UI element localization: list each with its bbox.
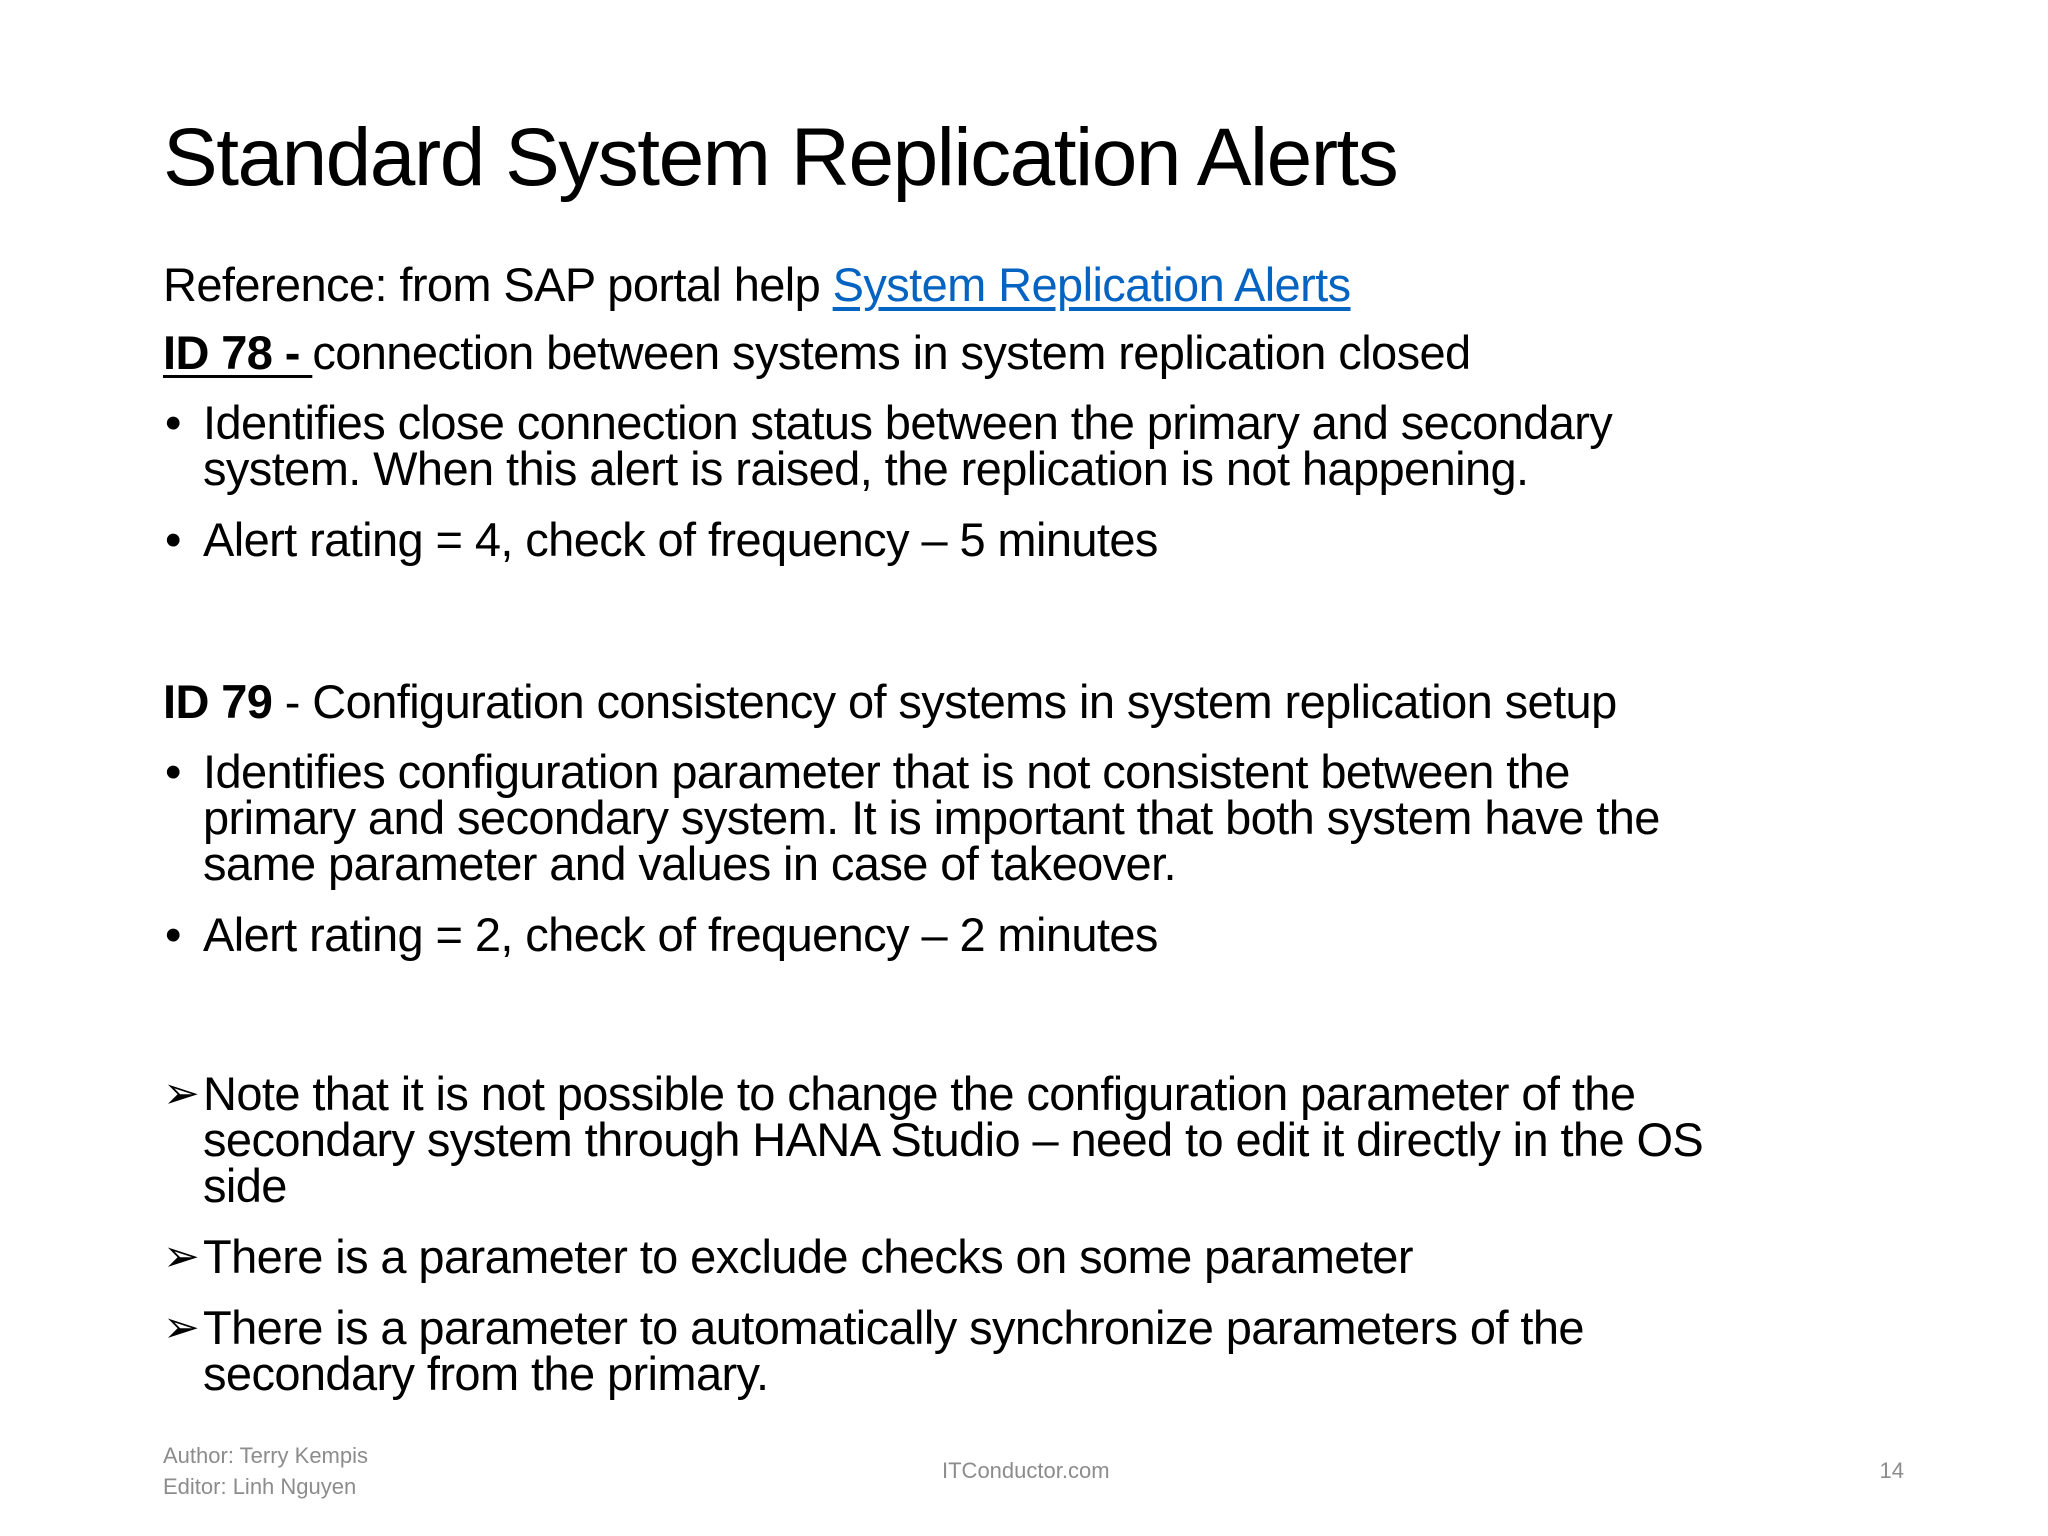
id79-bullet-1 [163,745,1903,890]
note-2-text: There is a parameter to exclude checks on some parameter [203,1230,1413,1283]
id79-label: ID 79 [163,675,273,728]
id78-heading [163,326,1903,379]
id78-bullet-1 [163,396,1903,495]
id79-bullet-2 [163,908,1903,961]
note-1-line-1: Note that it is not possible to change the configuration parameter of the [203,1067,1636,1120]
note-1-line-2: secondary system through HANA Studio – need to edit it directly in the OS [203,1113,1704,1166]
system-replication-alerts-link[interactable]: System Replication Alerts [832,258,1351,311]
note-1-line-3: side [203,1159,287,1212]
id78-bullet-1-line-1: Identifies close connection status between the primary and secondary [203,396,1613,449]
note-3-line-1: There is a parameter to automatically synchronize parameters of the [203,1301,1584,1354]
id79-heading-text: - Configuration consistency of systems in system replication setup [272,675,1617,728]
reference-line [163,258,1903,311]
id79-bullet-1-line-1: Identifies configuration parameter that is not consistent between the [203,745,1570,798]
note-item-2 [163,1230,1903,1283]
id78-bullet-2-text: Alert rating = 4, check of frequency – 5 minutes [203,513,1158,566]
id78-label: ID 78 - [163,326,313,379]
bullet-icon: • [165,396,181,449]
note-item-1 [163,1067,1903,1212]
id78-bullet-1-line-2: system. When this alert is raised, the replication is not happening. [203,442,1529,495]
footer-editor: Editor: Linh Nguyen [163,1474,357,1499]
footer-author: Author: Terry Kempis [163,1443,369,1468]
id79-heading [163,675,1903,728]
spacer [163,958,1903,1071]
arrow-bullet-icon: ➢ [163,1069,200,1118]
note-item-3 [163,1301,1903,1400]
id79-bullet-1-line-2: primary and secondary system. It is important that both system have the [203,791,1660,844]
id78-bullet-2 [163,513,1903,566]
bullet-icon: • [165,908,181,961]
page-number: 14 [1879,1458,1904,1483]
spacer [163,563,1903,679]
slide-title: Standard System Replication Alerts [163,112,1398,203]
footer-credits [163,1440,368,1502]
footer-site: ITConductor.com [942,1458,1110,1483]
bullet-icon: • [165,513,181,566]
slide-body [163,258,1903,1400]
id79-bullet-1-line-3: same parameter and values in case of takeover. [203,837,1177,890]
bullet-icon: • [165,745,181,798]
reference-prefix: Reference: from SAP portal help [163,258,833,311]
id78-heading-text: connection between systems in system replication closed [312,326,1471,379]
arrow-bullet-icon: ➢ [163,1232,200,1281]
arrow-bullet-icon: ➢ [163,1303,200,1352]
id79-bullet-2-text: Alert rating = 2, check of frequency – 2 minutes [203,908,1158,961]
note-3-line-2: secondary from the primary. [203,1347,769,1400]
